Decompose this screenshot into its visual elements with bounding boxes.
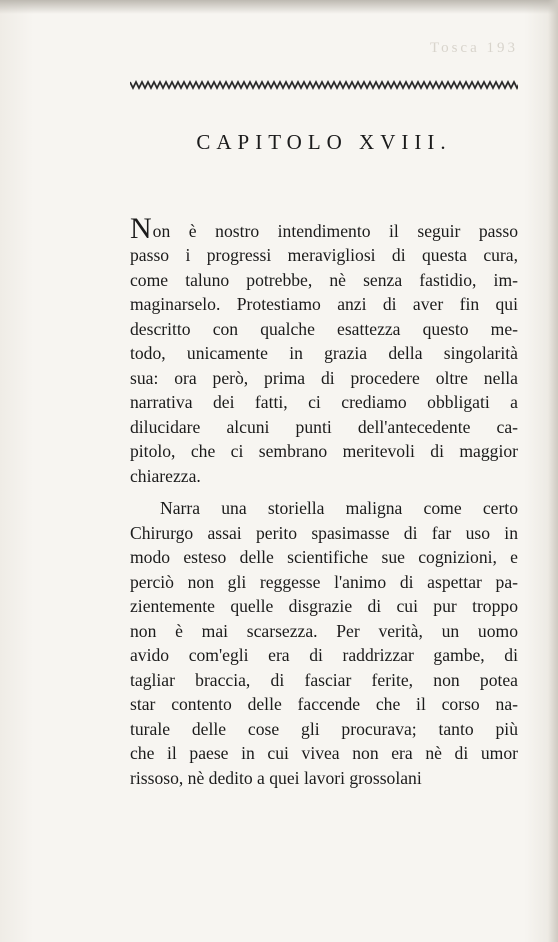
p1-line: pitolo, che ci sembrano meritevoli di maggior xyxy=(130,441,518,461)
p2-line: Narra una storiella maligna come certo xyxy=(160,498,518,518)
p2-line: Chirurgo assai perito spasimasse di far uso in xyxy=(130,522,518,543)
paragraph-1-line-1: on è nostro intendimento il seguir passo xyxy=(152,220,518,241)
p1-line: passo i progressi meravigliosi di questa cura, xyxy=(130,245,518,265)
paragraph-1-first-line xyxy=(130,212,518,245)
p2-line: perciò non gli reggesse l'animo di aspettar pa- xyxy=(130,571,518,592)
scan-top-shadow xyxy=(0,0,558,14)
p1-line: maginarselo. Protestiamo anzi di aver fin qui xyxy=(130,294,518,314)
p2-line: che il paese in cui vivea non era nè di umor xyxy=(130,743,518,763)
bleed-through-running-head: Tosca 193 xyxy=(429,40,518,56)
paragraph-2 xyxy=(130,496,518,790)
p2-line: avido com'egli era di raddrizzar gambe, di xyxy=(130,645,518,665)
p2-line: non è mai scarsezza. Per verità, un uomo xyxy=(130,620,518,641)
p1-line: chiarezza. xyxy=(130,465,201,486)
decorative-rule xyxy=(130,78,518,92)
p1-line: todo, unicamente in grazia della singolarità xyxy=(130,343,518,363)
p2-line: star contento delle faccende che il corso na- xyxy=(130,694,518,714)
p1-line: dilucidare alcuni punti dell'antecedente ca- xyxy=(130,416,518,437)
p1-line: descritto con qualche esattezza questo me- xyxy=(130,318,518,339)
p2-line: turale delle cose gli procurava; tanto più xyxy=(130,718,518,739)
p1-line: narrativa dei fatti, ci crediamo obbligati a xyxy=(130,392,518,412)
p1-line: sua: ora però, prima di procedere oltre nella xyxy=(130,367,518,388)
p2-line: rissoso, nè dedito a quei lavori grossolani xyxy=(130,767,422,788)
p2-line: zientemente quelle disgrazie di cui pur troppo xyxy=(130,596,518,616)
p1-line: come taluno potrebbe, nè senza fastidio, im- xyxy=(130,269,518,290)
zigzag-ornament xyxy=(130,82,518,88)
scan-right-edge xyxy=(548,0,558,942)
drop-cap: N xyxy=(130,212,152,245)
paragraph-1 xyxy=(130,243,518,488)
p2-line: modo esteso delle scientifiche sue cognizioni, e xyxy=(130,547,518,567)
p2-line: tagliar braccia, di fasciar ferite, non potea xyxy=(130,669,518,690)
chapter-title: CAPITOLO XVIII. xyxy=(196,130,452,154)
body-text xyxy=(130,212,518,790)
